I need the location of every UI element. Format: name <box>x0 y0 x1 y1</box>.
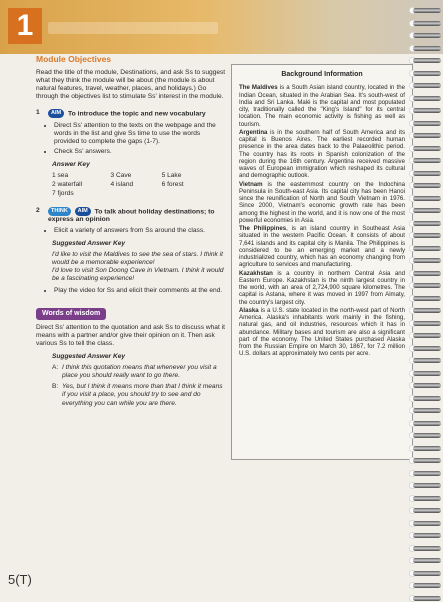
speaker-label: B: <box>52 383 59 391</box>
binding-ring <box>413 83 441 88</box>
binding-ring <box>413 96 441 101</box>
binding-ring <box>413 321 441 326</box>
binding-ring <box>413 33 441 38</box>
binding-ring <box>413 421 441 426</box>
list-item: • Direct Ss' attention to the texts on the webpage and the words in the list and give Ss time to use the words provided to complete the gaps (1-7). <box>54 122 226 146</box>
speaker-label: A: <box>52 364 59 372</box>
binding-ring <box>413 196 441 201</box>
country-name: The Maldives <box>239 84 278 92</box>
binding-ring <box>413 533 441 538</box>
paragraph-text: is a country in northern Central Asia and Eastern Europe. Kazakhstan is the ninth largest country in the world, with an area of 2,724,900 square kilometres. The capital is Astana, where it was moved in 1997 from Almaty, the country's largest city. <box>239 269 405 306</box>
country-name: Argentina <box>239 128 268 136</box>
binding-ring <box>413 333 441 338</box>
list-item: • Check Ss' answers. <box>54 148 226 156</box>
words-of-wisdom-text: Direct Ss' attention to the quotation and ask Ss to discuss what it means with a partner and/or give their opinion on it. Then ask various Ss to tell the class. <box>36 323 225 347</box>
binding-ring <box>413 346 441 351</box>
page-number: 5(T) <box>8 572 32 587</box>
objective-1-steps <box>36 122 226 156</box>
country-name: The Philippines <box>239 225 287 232</box>
background-paragraph <box>239 270 405 306</box>
paragraph-text: , is an island country in Southeast Asia situated in the western Pacific Ocean. It consists of about 7,641 islands and its capital city is Manila. The Philippines is considered to be an emerging market and a newly industrialized country, which has an economy changing from agriculture to services and manufacturing. <box>239 225 405 269</box>
binding-ring <box>413 483 441 488</box>
binding-ring <box>413 433 441 438</box>
answer-key-grid <box>52 172 202 198</box>
paragraph-text: is in the southern half of South America and its capital is Buenos Aires. The earliest recorded human presence in the area dates back to the Palaeolithic period. The country has its roots in Spanish colonization of the region during the 16th century. Argentina received massive waves of European immigration which reshaped its cultural and demographic outlook. <box>239 128 405 180</box>
think-icon: THINK <box>48 207 71 216</box>
suggested-answer: I'd like to visit the Maldives to see the sea of stars. I think it would be a memorable experience! <box>52 251 223 267</box>
binding-ring <box>413 133 441 138</box>
dialogue <box>52 364 226 407</box>
header-decoration <box>48 22 218 34</box>
paragraph-text: is a South Asian island country, located in the Indian Ocean, situated in the Arabian Sea. It's south-west of India and Sri Lanka. Malé is the capital and most populated city, traditionally called the "King's Island" for its central location. The main economic activity is fishing as well as tourism. <box>239 84 405 128</box>
country-name: Alaska <box>239 306 259 314</box>
answer-item: 1 sea <box>52 172 69 180</box>
suggested-answer-key-heading: Suggested Answer Key <box>52 353 126 361</box>
binding-ring <box>413 283 441 288</box>
aim-icon: AIM <box>75 207 91 216</box>
answer-item: 2 waterfall <box>52 181 83 189</box>
paragraph-text: is a U.S. state located in the north-west part of North America. Alaska's inhabitants work mainly in the fishing, natural gas, and oil industries, resources which it has in abundance. Military bases and tourism are also a significant part of the economy. The United States purchased Alaska from the Russian Empire on March 30, 1867, for 7.2 million U.S. dollars at approximately two cents per acre. <box>239 306 405 358</box>
answer-item: 6 forest <box>161 181 184 189</box>
intro-paragraph: Read the title of the module, Destinations, and ask Ss to suggest what they think the module will be about (the module is about natural features, travel, weather, places, and holidays.) Go through the objectives list to stimulate Ss' interest in the module. <box>36 69 226 101</box>
background-paragraph <box>239 181 405 225</box>
binding-ring <box>413 171 441 176</box>
unit-number-badge: 1 <box>8 8 42 44</box>
binding-ring <box>413 208 441 213</box>
binding-ring <box>413 396 441 401</box>
background-paragraph <box>239 129 405 180</box>
binding-ring <box>413 183 441 188</box>
binding-ring <box>413 496 441 501</box>
binding-ring <box>413 233 441 238</box>
background-title: Background Information <box>281 71 363 78</box>
binding-ring <box>413 508 441 513</box>
answer-item: 4 island <box>110 181 134 189</box>
binding-ring <box>413 46 441 51</box>
binding-ring <box>413 471 441 476</box>
binding-ring <box>413 458 441 463</box>
dialogue-line <box>52 383 226 407</box>
binding-ring <box>413 21 441 26</box>
binding-ring <box>413 371 441 376</box>
country-name: Kazakhstan <box>239 269 273 277</box>
answer-item: 7 fjords <box>52 190 74 198</box>
unit-header-bar <box>0 0 443 54</box>
binding-ring <box>413 558 441 563</box>
list-item: • Elicit a variety of answers from Ss around the class. <box>54 227 226 235</box>
spiral-binding <box>409 0 443 600</box>
list-item: • Play the video for Ss and elicit their comments at the end. <box>54 287 226 295</box>
binding-ring <box>413 146 441 151</box>
country-name: Vietnam <box>239 180 263 188</box>
dialogue-text: Yes, but I think it means more than that I think it means if you visit a place, you should try to see and do everything you can while you are there. <box>62 383 223 407</box>
objective-number: 2 <box>36 206 40 214</box>
binding-ring <box>413 121 441 126</box>
objective-1 <box>36 109 226 118</box>
aim-icon: AIM <box>48 109 64 118</box>
background-paragraph <box>239 84 405 128</box>
answer-item: 3 Cave <box>110 172 132 180</box>
binding-ring <box>413 446 441 451</box>
binding-ring <box>413 383 441 388</box>
binding-ring <box>413 71 441 76</box>
paragraph-text: is the easternmost country on the Indochina Peninsula in South-east Asia. Its capital city has been Hanoi since the reunification of North and South Vietnam in 1976. Since 2000, Vietnam's economic growth rate has been among the highest in the world, and it is now one of the most powerful economies in Asia. <box>239 180 405 224</box>
binding-ring <box>413 358 441 363</box>
module-objectives-heading: Module Objectives <box>36 54 112 64</box>
words-of-wisdom-label: Words of wisdom <box>36 308 106 320</box>
dialogue-text: I think this quotation means that whenever you visit a place you should really want to go there. <box>62 364 217 380</box>
suggested-answer: I'd love to visit Son Doong Cave in Vietnam. I think it would be a fascinating experience! <box>52 267 224 283</box>
objective-2 <box>36 207 226 224</box>
binding-ring <box>413 8 441 13</box>
binding-ring <box>413 108 441 113</box>
binding-ring <box>413 571 441 576</box>
dialogue-line <box>52 364 226 380</box>
binding-ring <box>413 296 441 301</box>
binding-ring <box>413 271 441 276</box>
binding-ring <box>413 158 441 163</box>
binding-ring <box>413 583 441 588</box>
binding-ring <box>413 58 441 63</box>
background-paragraph <box>239 307 405 358</box>
suggested-answer-key-heading: Suggested Answer Key <box>52 240 126 248</box>
objective-2-steps <box>36 227 226 235</box>
left-column <box>36 55 226 411</box>
background-information-box <box>231 64 413 460</box>
binding-ring <box>413 221 441 226</box>
binding-ring <box>413 521 441 526</box>
binding-ring <box>413 258 441 263</box>
objective-number: 1 <box>36 109 40 117</box>
answer-item: 5 Lake <box>161 172 182 180</box>
answer-key-heading: Answer Key <box>52 161 90 169</box>
binding-ring <box>413 246 441 251</box>
objective-title: To introduce the topic and new vocabulary <box>67 110 206 118</box>
binding-ring <box>413 408 441 413</box>
binding-ring <box>413 308 441 313</box>
objective-title: To talk about holiday destinations; to express an opinion <box>48 207 215 223</box>
background-paragraph <box>239 225 405 269</box>
objective-2-video-step <box>36 287 226 295</box>
binding-ring <box>413 546 441 551</box>
